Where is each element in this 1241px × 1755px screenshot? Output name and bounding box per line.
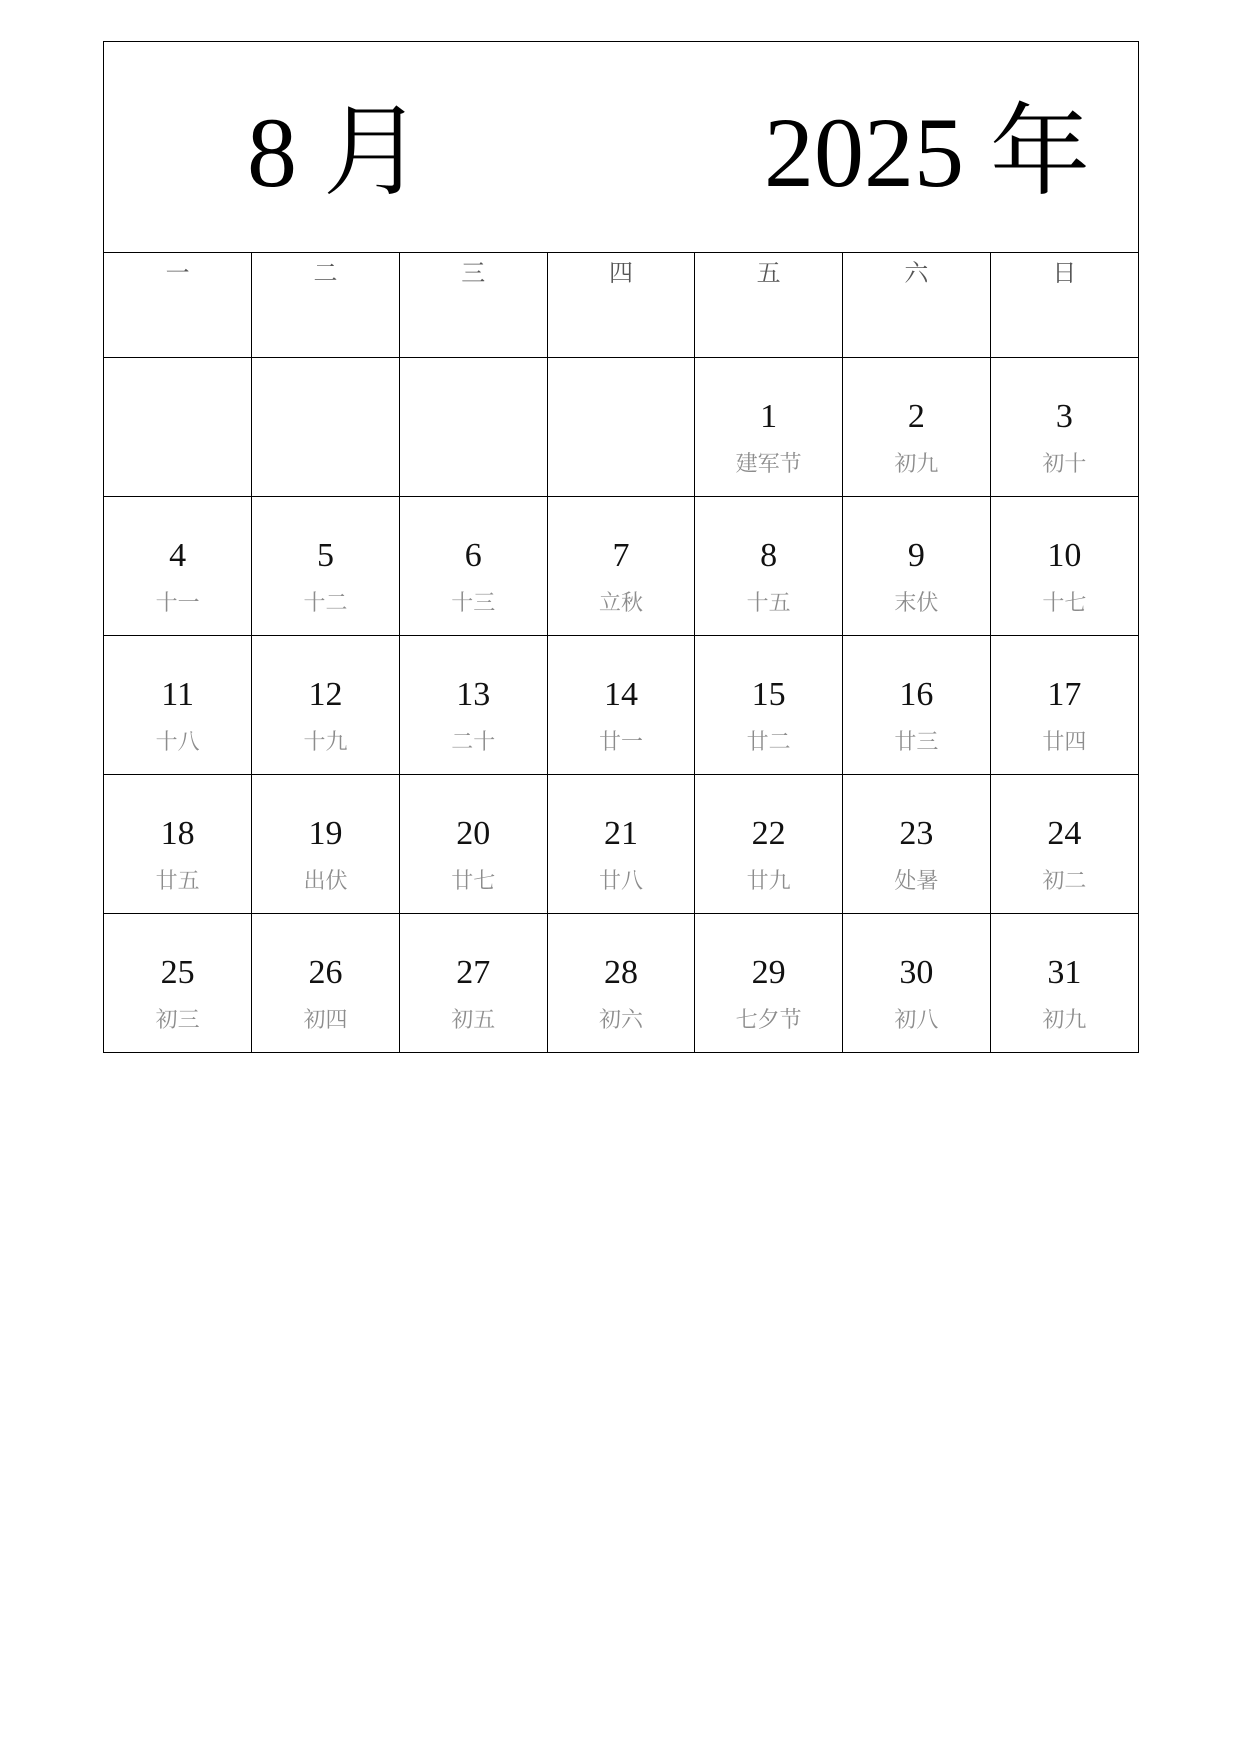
lunar-date: 廿七 — [451, 868, 496, 894]
month-title — [247, 93, 423, 210]
day-cell — [547, 496, 695, 635]
day-number: 22 — [751, 814, 786, 852]
lunar-date: 初十 — [1042, 451, 1087, 477]
day-number: 12 — [308, 675, 343, 713]
day-cell — [990, 357, 1138, 496]
lunar-date: 十九 — [303, 729, 348, 755]
year-number: 2025 — [764, 97, 964, 208]
lunar-date: 廿四 — [1042, 729, 1087, 755]
year-unit: 年 — [990, 93, 1090, 210]
day-number: 7 — [612, 536, 630, 574]
day-number: 9 — [907, 536, 925, 574]
year-title — [764, 93, 1090, 210]
weekday-mon: 一 — [104, 253, 252, 357]
calendar — [103, 41, 1139, 1053]
weekday-tue: 二 — [252, 253, 400, 357]
lunar-date: 初六 — [598, 1007, 643, 1033]
lunar-date: 十二 — [303, 590, 348, 616]
day-number: 1 — [760, 397, 778, 435]
day-number: 20 — [456, 814, 491, 852]
lunar-date: 末伏 — [894, 590, 939, 616]
day-number: 4 — [169, 536, 187, 574]
lunar-date: 初四 — [303, 1007, 348, 1033]
day-cell — [843, 774, 991, 913]
day-cell — [399, 496, 547, 635]
day-cell — [843, 913, 991, 1052]
lunar-date: 初三 — [155, 1007, 200, 1033]
day-number: 23 — [899, 814, 934, 852]
day-cell — [695, 496, 843, 635]
day-cell — [990, 496, 1138, 635]
day-cell — [695, 357, 843, 496]
day-number: 3 — [1055, 397, 1073, 435]
day-cell — [547, 913, 695, 1052]
day-cell — [399, 774, 547, 913]
lunar-date: 初八 — [894, 1007, 939, 1033]
day-number: 31 — [1047, 953, 1082, 991]
day-number: 21 — [603, 814, 638, 852]
day-cell — [843, 635, 991, 774]
week-row-1 — [104, 357, 1138, 496]
day-number: 8 — [760, 536, 778, 574]
lunar-date: 七夕节 — [735, 1007, 802, 1033]
day-cell — [990, 774, 1138, 913]
lunar-date: 廿三 — [894, 729, 939, 755]
lunar-date: 立秋 — [598, 590, 643, 616]
day-cell — [252, 913, 400, 1052]
weekday-thu: 四 — [547, 253, 695, 357]
day-cell — [399, 635, 547, 774]
month-unit: 月 — [323, 93, 423, 210]
lunar-date: 十五 — [746, 590, 791, 616]
day-number: 10 — [1047, 536, 1082, 574]
day-cell — [399, 913, 547, 1052]
calendar-grid — [104, 253, 1138, 1052]
lunar-date: 处暑 — [894, 868, 939, 894]
day-cell — [695, 913, 843, 1052]
day-number: 13 — [456, 675, 491, 713]
day-cell — [547, 635, 695, 774]
day-number: 25 — [160, 953, 195, 991]
lunar-date: 十七 — [1042, 590, 1087, 616]
day-cell — [547, 774, 695, 913]
week-row-5 — [104, 913, 1138, 1052]
lunar-date: 廿九 — [746, 868, 791, 894]
day-number: 27 — [456, 953, 491, 991]
day-number: 17 — [1047, 675, 1082, 713]
day-cell — [104, 357, 252, 496]
week-row-2 — [104, 496, 1138, 635]
day-number: 26 — [308, 953, 343, 991]
lunar-date: 二十 — [451, 729, 496, 755]
lunar-date: 廿一 — [598, 729, 643, 755]
day-cell — [695, 774, 843, 913]
lunar-date: 出伏 — [303, 868, 348, 894]
day-cell — [252, 635, 400, 774]
lunar-date: 十三 — [451, 590, 496, 616]
day-number: 24 — [1047, 814, 1082, 852]
day-cell — [104, 496, 252, 635]
day-number: 18 — [160, 814, 195, 852]
lunar-date: 廿五 — [155, 868, 200, 894]
day-cell — [547, 357, 695, 496]
day-number: 16 — [899, 675, 934, 713]
lunar-date: 廿二 — [746, 729, 791, 755]
lunar-date: 廿八 — [598, 868, 643, 894]
day-number: 30 — [899, 953, 934, 991]
day-number: 5 — [317, 536, 335, 574]
calendar-header — [104, 42, 1138, 253]
lunar-date: 十八 — [155, 729, 200, 755]
day-number: 19 — [308, 814, 343, 852]
day-cell — [695, 635, 843, 774]
lunar-date: 十一 — [155, 590, 200, 616]
day-number: 28 — [603, 953, 638, 991]
day-number: 2 — [907, 397, 925, 435]
day-number: 11 — [161, 675, 194, 713]
weekday-wed: 三 — [399, 253, 547, 357]
day-number: 15 — [751, 675, 786, 713]
weekday-fri: 五 — [695, 253, 843, 357]
day-cell — [104, 635, 252, 774]
weekday-sat: 六 — [843, 253, 991, 357]
day-cell — [990, 913, 1138, 1052]
lunar-date: 初九 — [894, 451, 939, 477]
day-cell — [843, 357, 991, 496]
lunar-date: 初二 — [1042, 868, 1087, 894]
weekday-header-row — [104, 253, 1138, 357]
day-cell — [399, 357, 547, 496]
day-cell — [843, 496, 991, 635]
day-cell — [990, 635, 1138, 774]
lunar-date: 初九 — [1042, 1007, 1087, 1033]
week-row-3 — [104, 635, 1138, 774]
day-number: 29 — [751, 953, 786, 991]
weekday-sun: 日 — [990, 253, 1138, 357]
week-row-4 — [104, 774, 1138, 913]
day-cell — [252, 357, 400, 496]
day-cell — [252, 774, 400, 913]
day-cell — [104, 913, 252, 1052]
lunar-date: 建军节 — [735, 451, 802, 477]
day-cell — [104, 774, 252, 913]
day-number: 14 — [603, 675, 638, 713]
lunar-date: 初五 — [451, 1007, 496, 1033]
month-number: 8 — [247, 97, 297, 208]
day-number: 6 — [464, 536, 482, 574]
day-cell — [252, 496, 400, 635]
